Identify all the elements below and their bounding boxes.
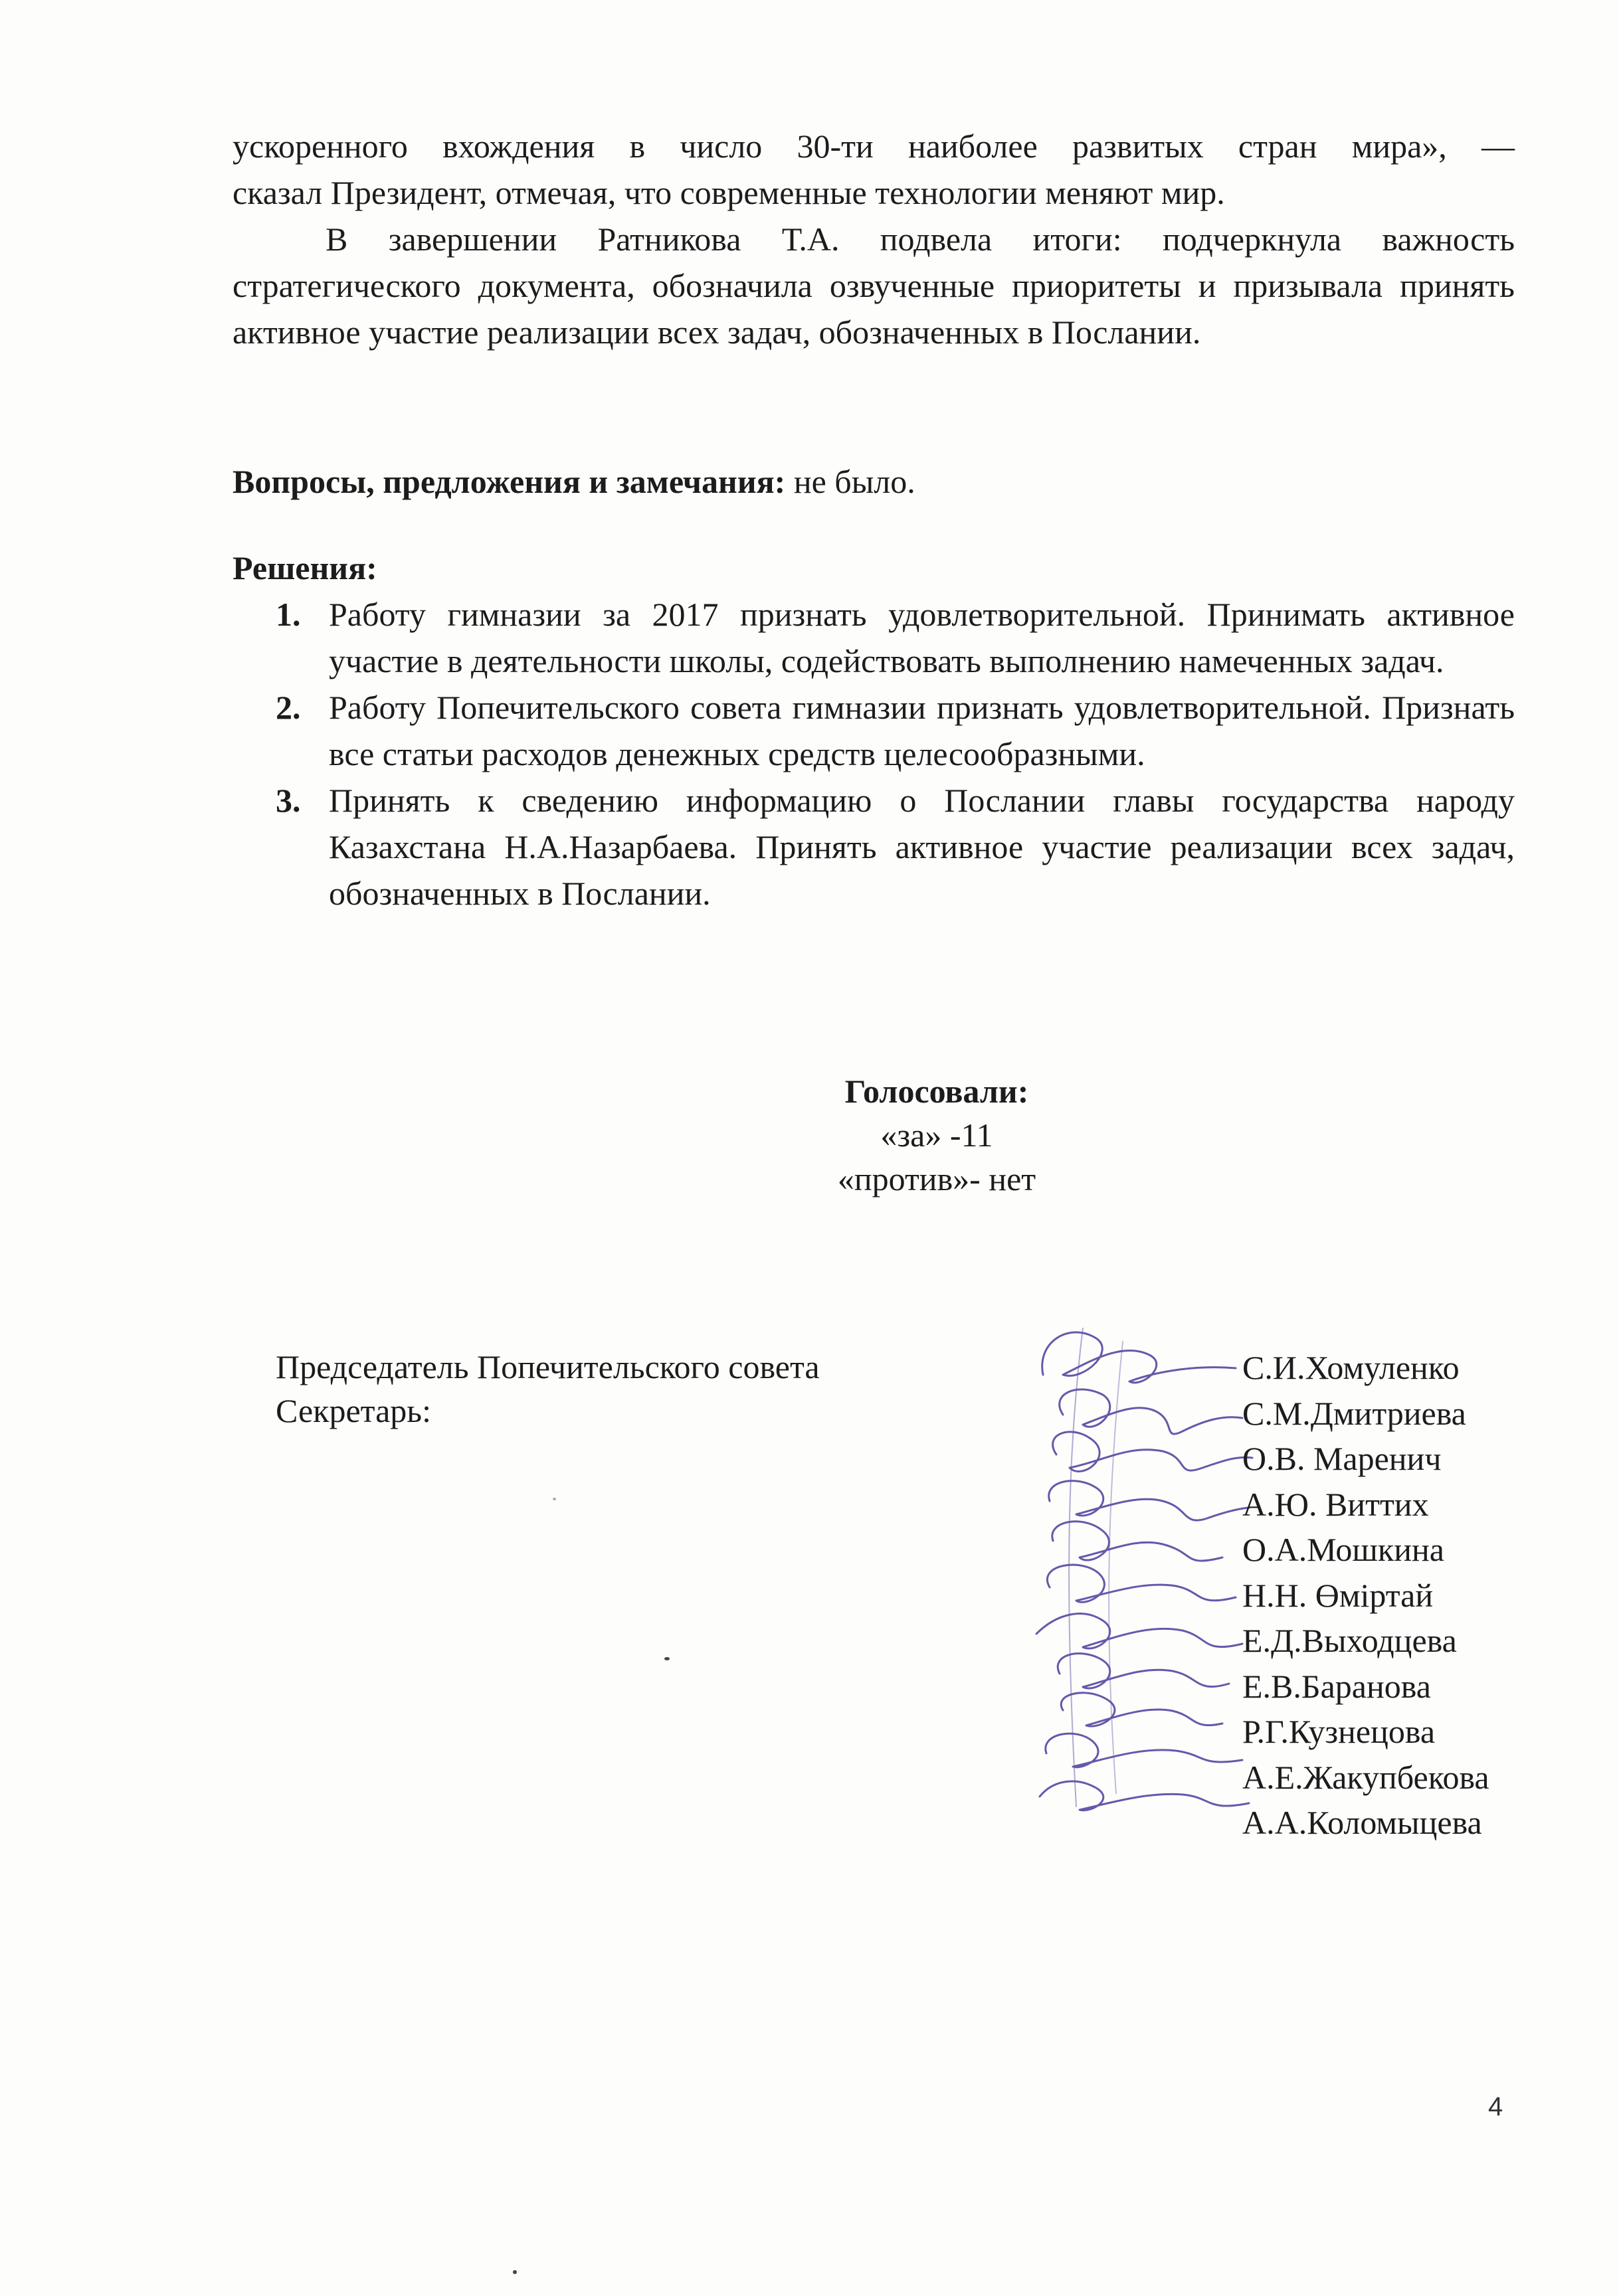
decision-text: Работу гимназии за 2017 признать удовлетворительной. Принимать активное участие в деятельности школы, содействовать выполнению намеченных задач.: [329, 596, 1515, 679]
member-name: О.В. Маренич: [1242, 1440, 1442, 1477]
decision-item: [233, 591, 1515, 684]
paragraph-line: сказал Президент, отмечая, что современные технологии меняют мир.: [233, 174, 1225, 211]
paragraph-summary: [233, 216, 1515, 355]
questions-value: не было.: [785, 463, 915, 500]
decision-number: 2.: [276, 689, 301, 726]
decision-text: Принять к сведению информацию о Послании главы государства народу Казахстана Н.А.Назарбаева. Принять активное участие реализации всех задач, обозначенных в Послании.: [329, 782, 1515, 912]
member-name: Е.Д.Выходцева: [1242, 1622, 1457, 1659]
decisions-list: [233, 591, 1515, 917]
member-name: С.М.Дмитриева: [1242, 1394, 1466, 1432]
signature-stroke: [1036, 1614, 1242, 1648]
decisions-title: Решения:: [233, 549, 377, 586]
signature-stroke: [1109, 1342, 1123, 1793]
member-name: О.А.Мошкина: [1242, 1531, 1444, 1568]
vote-title: Голосовали:: [844, 1073, 1029, 1110]
member-name: Е.В.Баранова: [1242, 1667, 1431, 1705]
vote-for: «за» -11: [880, 1116, 993, 1154]
member-name: А.Е.Жакупбекова: [1242, 1758, 1489, 1796]
secretary-label: Секретарь:: [276, 1392, 431, 1429]
member-name: А.Ю. Виттих: [1242, 1485, 1429, 1523]
paragraph-text: В завершении Ратникова Т.А. подвела итоги: подчеркнула важность стратегического документа, обозначила озвученные приоритеты и призывала принять активное участие реализации всех задач, обозначенных в Послании.: [233, 221, 1515, 351]
scan-speck: [553, 1498, 556, 1500]
signature-stroke: [1053, 1432, 1252, 1472]
decision-number: 3.: [276, 782, 301, 819]
member-name: Р.Г.Кузнецова: [1242, 1713, 1436, 1750]
signature-stroke: [1058, 1654, 1229, 1688]
scan-speck: [513, 2270, 517, 2274]
questions-label: Вопросы, предложения и замечания:: [233, 463, 786, 500]
member-name: С.И.Хомуленко: [1242, 1349, 1460, 1386]
chair-label: Председатель Попечительского совета: [276, 1348, 820, 1385]
members-list: [1242, 1345, 1489, 1846]
vote-against: «против»- нет: [837, 1160, 1036, 1197]
scan-speck: [664, 1657, 670, 1660]
paragraph-continuation: [233, 123, 1515, 216]
signature-stroke: [1042, 1332, 1236, 1383]
signature-stroke: [1061, 1693, 1222, 1726]
page-number: 4: [1488, 2092, 1503, 2121]
signature-stroke: [1060, 1389, 1242, 1434]
decision-text: Работу Попечительского совета гимназии признать удовлетворительной. Признать все статьи расходов денежных средств целесообразными.: [329, 689, 1515, 772]
signature-stroke: [1046, 1733, 1242, 1767]
signature-stroke: [1047, 1565, 1236, 1602]
signature-stroke: [1040, 1781, 1249, 1810]
decision-item: [233, 684, 1515, 777]
decision-number: 1.: [276, 596, 301, 633]
signature-stroke: [1052, 1522, 1222, 1561]
decision-item: [233, 777, 1515, 917]
member-name: Н.Н. Өміртай: [1242, 1576, 1434, 1614]
signature-stroke: [1049, 1481, 1249, 1521]
paragraph-line: ускоренного вхождения в число 30-ти наиболее развитых стран мира», —: [233, 128, 1515, 165]
member-name: А.А.Коломыцева: [1242, 1804, 1482, 1841]
questions-line: [233, 458, 915, 505]
